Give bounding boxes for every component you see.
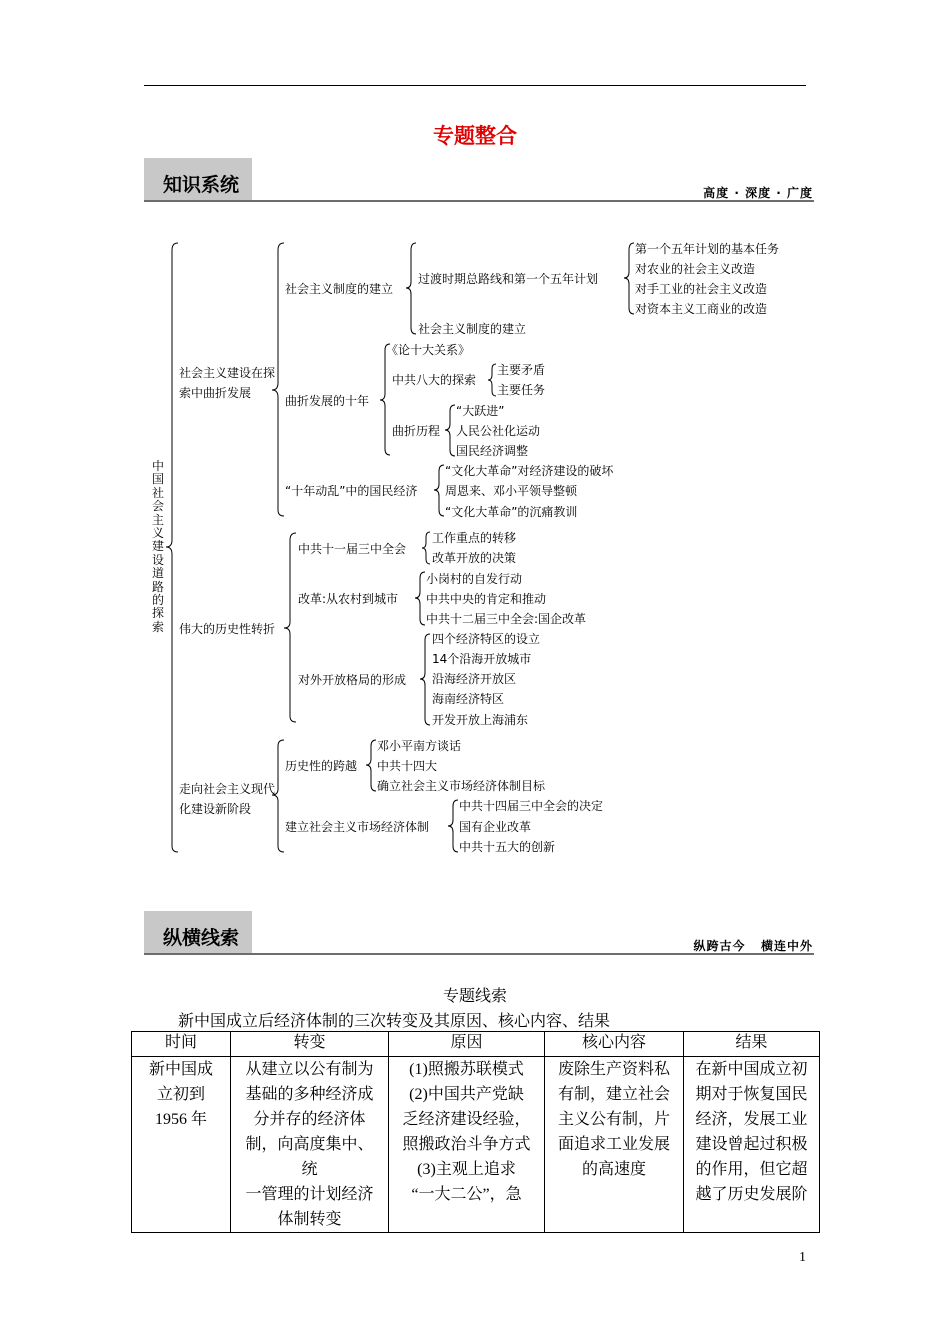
tree-node-leap: 历史性的跨越 [285, 759, 358, 773]
tree-leaf: 中共十四届三中全会的决定 [459, 799, 604, 813]
table-header-cell: 时间 [132, 1032, 231, 1057]
tree-node-twists: 曲折历程 [392, 424, 441, 438]
tree-node-ten-relations: 《论十大关系》 [386, 343, 471, 357]
tree-l1-newstage: 走向社会主义现代化建设新阶段 [179, 782, 276, 816]
bracket-root [166, 243, 178, 852]
tree-root: 中国社会主义建设道路的探索 [152, 459, 165, 634]
economic-system-table [131, 1031, 820, 1233]
tree-leaf: “文化大革命”对经济建设的破坏 [445, 464, 614, 478]
tree-leaf: 中共十二届三中全会:国企改革 [426, 612, 587, 626]
tree-l1-explore: 社会主义建设在探索中曲折发展 [179, 366, 276, 400]
bracket-n6 [420, 634, 430, 725]
tree-leaf: 主要任务 [497, 383, 546, 397]
bracket-n1 [406, 243, 416, 334]
table-header-cell: 结果 [684, 1032, 820, 1057]
tree-node-transition: 过渡时期总路线和第一个五年计划 [418, 272, 599, 286]
tree-node-market: 建立社会主义市场经济体制 [285, 820, 430, 834]
tree-leaf: 国有企业改革 [459, 820, 532, 834]
tree-node-system: 社会主义制度的建立 [285, 282, 394, 296]
bracket-n2 [380, 344, 390, 455]
tree-leaf: 中共十四大 [377, 759, 438, 773]
table-caption: 专题线索 [442, 988, 507, 1005]
tree-leaf: 邓小平南方谈话 [377, 739, 462, 753]
bracket-n4 [422, 532, 430, 564]
bracket-n5 [415, 572, 425, 625]
table-cell-reason: (1)照搬苏联模式 (2)中国共产党缺 乏经济建设经验， 照搬政治斗争方式 (3)主观上追求 “一大二公”，急 [389, 1057, 545, 1233]
page-number: 1 [799, 1250, 806, 1265]
tree-leaf: 第一个五年计划的基本任务 [635, 242, 780, 256]
table-header-cell: 转变 [231, 1032, 389, 1057]
section-subtitle-knowledge: 高度 · 深度 · 广度 [703, 186, 813, 200]
tree-leaf: 确立社会主义市场经济体制目标 [377, 779, 546, 793]
tree-node-3rd-plenum: 中共十一届三中全会 [298, 542, 407, 556]
tree-l1-turning: 伟大的历史性转折 [179, 622, 276, 636]
bracket-n2b [488, 364, 496, 396]
bracket-n7 [366, 740, 376, 791]
tree-leaf: 周恩来、邓小平领导整顿 [445, 484, 578, 498]
table-row [132, 1057, 820, 1233]
tree-leaf: 国民经济调整 [456, 444, 529, 458]
bracket-l1b [284, 533, 296, 722]
tree-leaf: 对手工业的社会主义改造 [635, 282, 768, 296]
tree-leaf: 小岗村的自发行动 [426, 572, 523, 586]
tree-leaf: 中共中央的肯定和推动 [426, 592, 547, 606]
table-header-row [132, 1032, 820, 1057]
tree-leaf: 14个沿海开放城市 [432, 652, 532, 666]
tree-leaf: “文化大革命”的沉痛教训 [445, 505, 578, 519]
tree-node-system-est: 社会主义制度的建立 [418, 322, 527, 336]
bracket-n1a [624, 243, 634, 314]
tree-node-reform: 改革:从农村到城市 [298, 592, 399, 606]
table-cell-change: 从建立以公有制为 基础的多种经济成 分并存的经济体 制，向高度集中、统 一管理的计划经济 体制转变 [231, 1057, 389, 1233]
section-subtitle-clues: 纵跨古今 横连中外 [693, 939, 813, 953]
section-title-clues: 纵横线索 [163, 927, 240, 949]
tree-leaf: 沿海经济开放区 [432, 672, 517, 686]
table-cell-result: 在新中国成立初 期对于恢复国民 经济，发展工业 建设曾起过积极 的作用，但它超 越了历史发展阶 [684, 1057, 820, 1233]
table-header-cell: 核心内容 [545, 1032, 684, 1057]
tree-leaf: 工作重点的转移 [432, 531, 517, 545]
bracket-n3 [434, 465, 444, 516]
tree-leaf: 四个经济特区的设立 [432, 632, 541, 646]
tree-node-turmoil: “十年动乱”中的国民经济 [285, 484, 418, 498]
table-subcaption: 新中国成立后经济体制的三次转变及其原因、核心内容、结果 [178, 1013, 611, 1030]
tree-leaf: 海南经济特区 [432, 692, 505, 706]
tree-leaf: 开发开放上海浦东 [432, 713, 529, 727]
tree-leaf: 对农业的社会主义改造 [635, 262, 756, 276]
tree-leaf: 改革开放的决策 [432, 551, 517, 565]
table-header-cell: 原因 [389, 1032, 545, 1057]
table-cell-core: 废除生产资料私 有制，建立社会 主义公有制，片 面追求工业发展 的高速度 [545, 1057, 684, 1233]
bracket-n8 [448, 800, 458, 852]
table-cell-time: 新中国成 立初到 1956 年 [132, 1057, 231, 1233]
section-title-knowledge: 知识系统 [163, 174, 240, 196]
tree-node-decade: 曲折发展的十年 [285, 394, 370, 408]
tree-leaf: “大跃进” [456, 404, 505, 418]
page-title: 专题整合 [433, 124, 517, 148]
tree-leaf: 人民公社化运动 [456, 424, 541, 438]
tree-leaf: 对资本主义工商业的改造 [635, 302, 768, 316]
tree-node-opening: 对外开放格局的形成 [298, 673, 407, 687]
tree-node-8th-congress: 中共八大的探索 [392, 373, 477, 387]
tree-leaf: 主要矛盾 [497, 363, 546, 377]
tree-leaf: 中共十五大的创新 [459, 840, 556, 854]
bracket-n2c [445, 405, 455, 456]
